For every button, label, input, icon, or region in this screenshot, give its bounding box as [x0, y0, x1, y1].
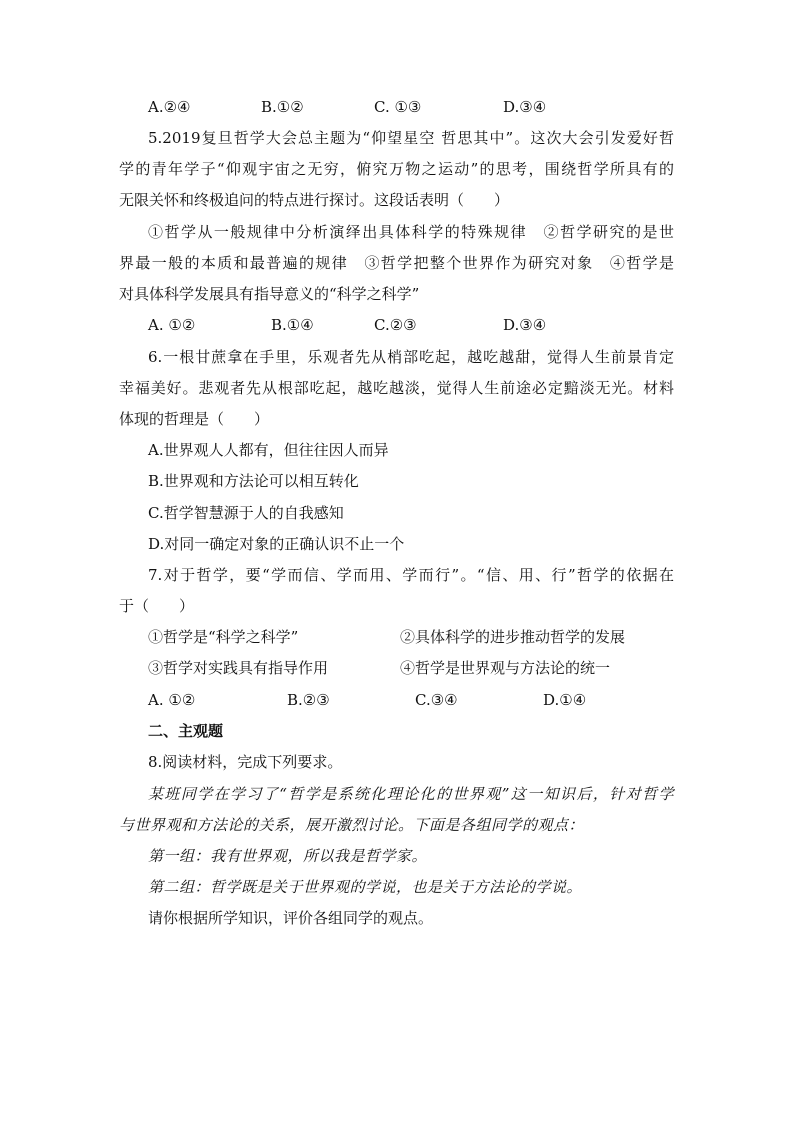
- q5-option-c: C.②③: [374, 316, 417, 334]
- q7-option-b: B.②③: [287, 691, 330, 709]
- q7-option-d: D.①④: [543, 691, 587, 709]
- q7-option-c: C.③④: [415, 691, 458, 709]
- q8-group-1: 第一组：我有世界观，所以我是哲学家。: [148, 847, 428, 865]
- q8-material-line-1: 某班同学在学习了“哲学是系统化理论化的世界观”这一知识后，针对哲学: [148, 785, 674, 803]
- q7-stem-line-1: 7.对于哲学，要“学而信、学而用、学而行”。“信、用、行”哲学的依据在: [148, 566, 674, 584]
- q5-statement-line-1: ①哲学从一般规律中分析演绎出具体科学的特殊规律 ②哲学研究的是世: [148, 223, 674, 241]
- q6-stem-line-2: 幸福美好。悲观者先从根部吃起，越吃越淡，觉得人生前途必定黯淡无光。材料: [119, 379, 674, 397]
- section-heading: 二、主观题: [148, 722, 224, 740]
- q8-instruction: 8.阅读材料，完成下列要求。: [148, 753, 343, 771]
- q5-statement-line-3: 对具体科学发展具有指导意义的“科学之科学”: [119, 285, 420, 303]
- q6-option-b: B.世界观和方法论可以相互转化: [148, 472, 359, 490]
- q5-stem-line-1: 5.2019复旦哲学大会总主题为“仰望星空 哲思其中”。这次大会引发爱好哲: [148, 129, 674, 147]
- q7-statement-3: ③哲学对实践具有指导作用: [148, 659, 329, 677]
- q7-statement-2: ②具体科学的进步推动哲学的发展: [400, 628, 626, 646]
- q8-question: 请你根据所学知识，评价各组同学的观点。: [148, 909, 434, 927]
- q6-option-d: D.对同一确定对象的正确认识不止一个: [148, 535, 405, 553]
- q5-statement-line-2: 界最一般的本质和最普遍的规律 ③哲学把整个世界作为研究对象 ④哲学是: [119, 254, 674, 272]
- q7-stem-line-2: 于（ ）: [119, 597, 195, 615]
- q7-option-a: A. ①②: [148, 691, 196, 709]
- q5-option-a: A. ①②: [148, 316, 196, 334]
- q7-statement-1: ①哲学是“科学之科学”: [148, 628, 299, 646]
- q5-stem-line-3: 无限关怀和终极追问的特点进行探讨。这段话表明（ ）: [119, 191, 510, 209]
- q6-option-c: C.哲学智慧源于人的自我感知: [148, 504, 344, 522]
- q7-statement-4: ④哲学是世界观与方法论的统一: [400, 659, 611, 677]
- q5-stem-line-2: 学的青年学子“仰观宇宙之无穷，俯究万物之运动”的思考，围绕哲学所具有的: [119, 160, 674, 178]
- q4-option-c: C. ①③: [374, 98, 422, 116]
- q8-material-line-2: 与世界观和方法论的关系，展开激烈讨论。下面是各组同学的观点：: [119, 816, 585, 834]
- q4-option-b: B.①②: [261, 98, 304, 116]
- q5-option-b: B.①④: [271, 316, 314, 334]
- q8-group-2: 第二组：哲学既是关于世界观的学说，也是关于方法论的学说。: [148, 878, 583, 896]
- q6-stem-line-1: 6.一根甘蔗拿在手里，乐观者先从梢部吃起，越吃越甜，觉得人生前景肯定: [148, 348, 674, 366]
- q4-option-a: A.②④: [148, 98, 191, 116]
- q4-option-d: D.③④: [503, 98, 547, 116]
- q6-stem-line-3: 体现的哲理是（ ）: [119, 410, 270, 428]
- q6-option-a: A.世界观人人都有，但往往因人而异: [148, 441, 389, 459]
- q5-option-d: D.③④: [503, 316, 547, 334]
